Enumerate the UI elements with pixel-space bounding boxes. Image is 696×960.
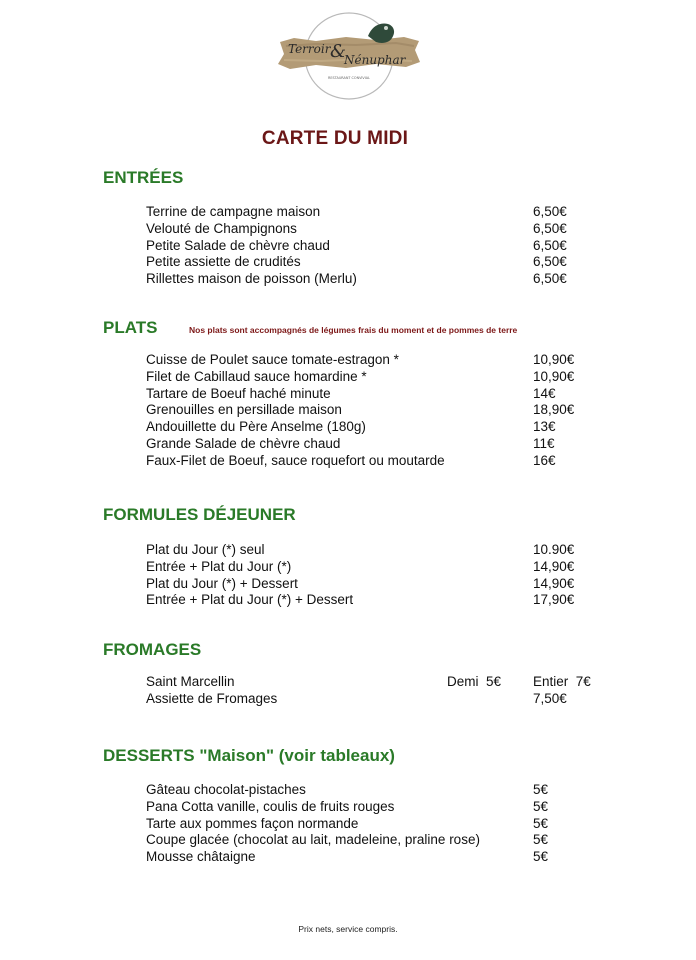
page-title: CARTE DU MIDI <box>261 128 409 149</box>
section-title-fromages: FROMAGES <box>103 640 202 659</box>
item-price: 13€ <box>533 419 556 435</box>
item-name: Gâteau chocolat-pistaches <box>146 782 306 797</box>
item-name: Rillettes maison de poisson (Merlu) <box>146 271 357 287</box>
item-name: Faux-Filet de Boeuf, sauce roquefort ou moutarde <box>146 452 445 468</box>
menu-item <box>146 542 606 559</box>
section-title-entrees: ENTRÉES <box>103 168 184 187</box>
item-price: 5€ <box>533 782 549 797</box>
menu-item <box>146 674 606 691</box>
item-price: 5€ <box>533 815 549 831</box>
item-name: Entrée + Plat du Jour (*) <box>146 558 292 574</box>
menu-item <box>146 576 606 593</box>
item-name: Petite Salade de chèvre chaud <box>146 237 330 253</box>
menu-item <box>146 419 606 436</box>
item-price: 6,50€ <box>533 220 567 236</box>
logo-ampersand: & <box>330 41 347 62</box>
section-title-formules: FORMULES DÉJEUNER <box>103 505 296 524</box>
item-name: Grenouilles en persillade maison <box>146 402 342 418</box>
menu-item <box>146 849 606 866</box>
item-name: Entrée + Plat du Jour (*) + Dessert <box>146 592 354 608</box>
item-name: Coupe glacée (chocolat au lait, madeleine, praline rose) <box>146 832 480 848</box>
item-name: Filet de Cabillaud sauce homardine * <box>146 368 367 384</box>
plats-note: Nos plats sont accompagnés de légumes frais du moment et de pommes de terre <box>189 325 518 335</box>
fromages-list <box>146 674 606 708</box>
logo-text-nenuphar: Nénuphar <box>344 53 406 67</box>
item-price: 10,90€ <box>533 368 575 384</box>
menu-item <box>146 271 606 288</box>
footer-note: Prix nets, service compris. <box>298 924 398 934</box>
item-name: Petite assiette de crudités <box>146 254 301 270</box>
desserts-list <box>146 782 606 866</box>
item-price: 14,90€ <box>533 575 575 591</box>
item-price: 17,90€ <box>533 592 575 608</box>
menu-item <box>146 254 606 271</box>
item-name: Assiette de Fromages <box>146 690 278 706</box>
item-name: Pana Cotta vanille, coulis de fruits rouges <box>146 798 395 814</box>
menu-item <box>146 352 606 369</box>
item-name: Velouté de Champignons <box>146 220 297 236</box>
item-price: 5€ <box>533 849 549 865</box>
item-price: 18,90€ <box>533 402 575 418</box>
item-name: Saint Marcellin <box>146 674 235 689</box>
item-price: 14,90€ <box>533 558 575 574</box>
menu-item <box>146 386 606 403</box>
item-name: Mousse châtaigne <box>146 849 256 865</box>
restaurant-logo <box>276 10 422 102</box>
section-title-desserts: DESSERTS "Maison" (voir tableaux) <box>103 746 395 765</box>
item-name: Plat du Jour (*) + Dessert <box>146 575 298 591</box>
menu-item <box>146 204 606 221</box>
section-title-plats: PLATS <box>103 318 158 337</box>
item-price: 6,50€ <box>533 204 567 219</box>
item-name: Tartare de Boeuf haché minute <box>146 385 331 401</box>
menu-item <box>146 436 606 453</box>
item-name: Cuisse de Poulet sauce tomate-estragon * <box>146 352 399 367</box>
item-price: Entier 7€ <box>533 674 591 689</box>
menu-item <box>146 691 606 708</box>
item-price: 10,90€ <box>533 352 575 367</box>
entrees-list <box>146 204 606 288</box>
item-price: 5€ <box>533 832 549 848</box>
menu-item <box>146 816 606 833</box>
logo-text-terroir: Terroir <box>288 42 331 56</box>
menu-item <box>146 453 606 470</box>
menu-item <box>146 832 606 849</box>
item-name: Andouillette du Père Anselme (180g) <box>146 419 366 435</box>
item-price: 6,50€ <box>533 254 567 270</box>
menu-item <box>146 782 606 799</box>
item-price: 16€ <box>533 452 556 468</box>
item-price: 5€ <box>533 798 549 814</box>
menu-item <box>146 402 606 419</box>
menu-item <box>146 799 606 816</box>
item-price: 7,50€ <box>533 690 567 706</box>
item-price: 10.90€ <box>533 542 575 557</box>
item-name: Tarte aux pommes façon normande <box>146 815 359 831</box>
item-price: 11€ <box>533 435 555 451</box>
item-name: Grande Salade de chèvre chaud <box>146 435 341 451</box>
menu-item <box>146 559 606 576</box>
menu-item <box>146 238 606 255</box>
item-price: 14€ <box>533 385 556 401</box>
formules-list <box>146 542 606 609</box>
item-name: Terrine de campagne maison <box>146 204 321 219</box>
item-price: 6,50€ <box>533 237 567 253</box>
menu-item <box>146 369 606 386</box>
plats-list <box>146 352 606 470</box>
item-price-half: Demi 5€ <box>447 674 502 689</box>
logo-tagline: RESTAURANT CONVIVIAL <box>328 76 370 80</box>
menu-item <box>146 592 606 609</box>
menu-item <box>146 221 606 238</box>
item-name: Plat du Jour (*) seul <box>146 542 265 557</box>
item-price: 6,50€ <box>533 271 567 287</box>
